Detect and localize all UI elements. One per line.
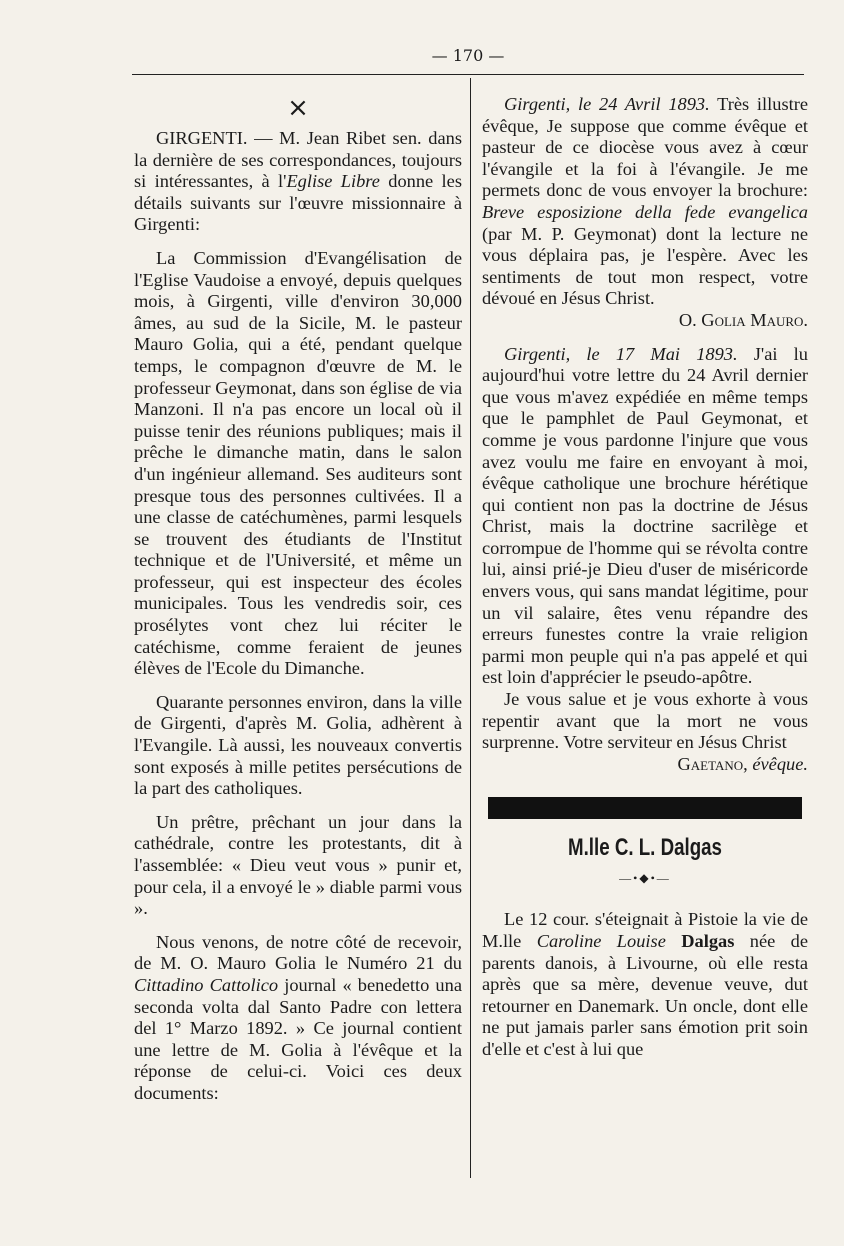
paragraph-quarante: Quarante personnes environ, dans la ville de Girgenti, d'après M. Golia, adhèrent à l'Evangile. Là aussi, les nouveaux convertis sont exposés à mille petites persécutions de la part des catholiques. — [134, 691, 462, 799]
signature-gaetano: Gaetano, évêque. — [677, 753, 808, 774]
paragraph-nous-venons: Nous venons, de notre côté de recevoir, de M. O. Mauro Golia le Numéro 21 du Cittadino Cattolico journal « benedetto una seconda volta dal Santo Padre con lettera del 1° Marzo 1892. » Ce journal contient une lettre de M. Golia à l'évêque et la réponse de celui-ci. Voici ces deux documents: — [134, 931, 462, 1103]
signature-golia: O. Golia Mauro. — [678, 309, 808, 330]
place-heading: GIRGENTI. — [156, 128, 248, 148]
page-number: — 170 — — [431, 46, 505, 65]
header-rule — [132, 74, 804, 75]
letter-bishop-closing: Je vous salue et je vous exhorte à vous repentir avant que la mort ne vous surprenne. Votre serviteur en Jésus Christ — [482, 689, 808, 753]
ornament-divider: —•◆•— — [619, 871, 671, 886]
left-column — [134, 94, 462, 1105]
paragraph-dalgas: Le 12 cour. s'éteignait à Pistoie la vie de M.lle Caroline Louise Dalgas née de parents danois, à Livourne, où elle resta après que sa mère, devenue veuve, dut retourner en Danemark. Un oncle, dont elle ne put jamais parler sans émotion prit soin d'elle et c'est à lui que — [482, 909, 809, 1059]
letter-golia: Girgenti, le 24 Avril 1893. Très illustre évêque, Je suppose que comme évêque et pasteur de ce diocèse vous avez à cœur l'évangile et la foi à l'évangile. Je me permets donc de vous envoyer la brochure: Breve esposizione della fede evangelica (par M. P. Geymonat) dont la lecture ne vous déplaira pas, je l'espère. Avec les sentiments de tout mon respect, votre dévoué en Jésus Christ. — [482, 94, 808, 309]
paragraph-pretre: Un prêtre, prêchant un jour dans la cathédrale, contre les protestants, dit à l'assemblée: « Dieu veut vous » punir et, pour cela, il a envoyé le » diable parmi vous ». — [134, 811, 462, 919]
paragraph-commission: La Commission d'Evangélisation de l'Eglise Vaudoise a envoyé, depuis quelques mois, à Girgenti, ville d'environ 30,000 âmes, au sud de la Sicile, M. le pasteur Mauro Golia, qui a été, pendant quelque temps, le compagnon d'œuvre de M. le professeur Geymonat, dans son église de via Manzoni. Il n'a pas encore un local où il puisse tenir des réunions publiques; mais il prêche le dimanche matin, dans le salon d'un ingénieur allemand. Ses auditeurs sont presque tous des personnes cultivées. Il a une classe de catéchumènes, parmi lesquels se trouvent des étudiants de l'Institut technique et de l'Université, et même un professeur, qui est inspecteur des écoles municipales. Tous les vendredis soir, ces prosélytes vont chez lui réciter le catéchisme, comme feraient de jeunes élèves de l'Ecole du Dimanche. — [134, 247, 462, 679]
section-divider-bar — [488, 797, 802, 819]
right-column — [482, 94, 808, 1061]
section-separator: × — [287, 93, 309, 123]
section-title-dalgas: M.lle C. L. Dalgas — [568, 834, 722, 862]
letter-bishop: Girgenti, le 17 Mai 1893. J'ai lu aujourd'hui votre lettre du 24 Avril dernier que vous m'avez expédiée en même temps que le pamphlet de Paul Geymonat, et comme je vous pardonne l'injure que vous avez voulu me faire en envoyant à moi, évêque catholique une brochure hérétique qui contient non pas la doctrine de Jésus Christ, mais la doctrine sacrilège et corrompue de l'homme qui se révolta contre lui, ainsi prié-je Dieu d'user de miséricorde envers vous, qui sans mandat légitime, pour un vil salaire, êtes venu répandre des erreurs funestes contre la vraie religion parmi mon peuple qui n'a pas appelé et qui est loin d'apprécier le pseudo-apôtre. — [482, 343, 808, 688]
paragraph-girgenti-intro: GIRGENTI. — M. Jean Ribet sen. dans la dernière de ses correspondances, toujours si intéressantes, à l'Eglise Libre donne les détails suivants sur l'œuvre missionnaire à Girgenti: — [134, 128, 462, 235]
column-divider — [470, 78, 471, 1178]
